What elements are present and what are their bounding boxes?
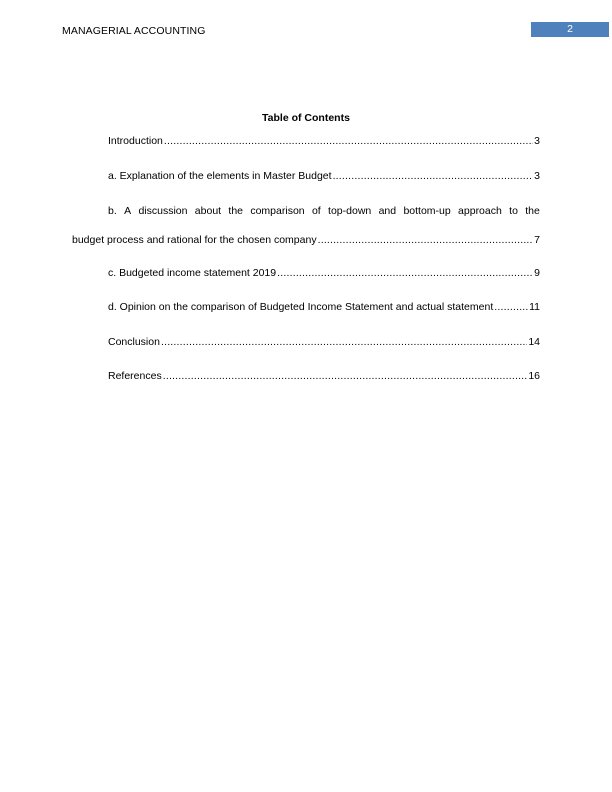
toc-entry-label: References <box>108 370 162 382</box>
toc-entry-label: d. Opinion on the comparison of Budgeted Income Statement and actual statement <box>108 301 494 313</box>
toc-leader-dots <box>161 334 527 350</box>
toc-entry-page: 14 <box>528 336 540 348</box>
toc-word: about <box>194 205 222 217</box>
toc-entry-page: 3 <box>534 170 540 182</box>
toc-word: and <box>378 205 397 217</box>
toc-entry-budgeted-income[interactable] <box>108 265 540 281</box>
toc-leader-dots <box>163 368 528 384</box>
toc-entry-page: 7 <box>534 234 540 246</box>
running-header-title: MANAGERIAL ACCOUNTING <box>62 25 206 37</box>
toc-word: to <box>509 205 518 217</box>
toc-entry-introduction[interactable] <box>108 133 540 149</box>
toc-word: A <box>124 205 132 217</box>
toc-word: b. <box>108 205 117 217</box>
toc-entry-page: 3 <box>534 135 540 147</box>
toc-leader-dots <box>164 133 533 149</box>
toc-entry-discussion-line2[interactable] <box>72 232 540 248</box>
toc-entry-label: c. Budgeted income statement 2019 <box>108 267 277 279</box>
toc-leader-dots <box>318 232 534 248</box>
toc-word: discussion <box>138 205 188 217</box>
toc-leader-dots <box>333 168 534 184</box>
toc-entry-master-budget[interactable] <box>108 168 540 184</box>
toc-word: of <box>311 205 321 217</box>
toc-entry-label: a. Explanation of the elements in Master Budget <box>108 170 332 182</box>
toc-entry-label: Conclusion <box>108 336 160 348</box>
toc-word: comparison <box>250 205 305 217</box>
toc-entry-page: 16 <box>528 370 540 382</box>
toc-leader-dots <box>277 265 533 281</box>
toc-word: the <box>228 205 244 217</box>
page-number-badge: 2 <box>531 22 609 37</box>
toc-leader-dots <box>494 299 528 315</box>
toc-word: approach <box>458 205 502 217</box>
toc-entry-label: budget process and rational for the chosen company <box>72 234 317 246</box>
toc-entry-references[interactable] <box>108 368 540 384</box>
toc-entry-label: Introduction <box>108 135 163 147</box>
toc-entry-discussion-line1[interactable] <box>108 203 540 219</box>
toc-entry-page: 11 <box>529 301 540 313</box>
toc-word: top-down <box>328 205 372 217</box>
toc-entry-page: 9 <box>534 267 540 279</box>
toc-word: bottom-up <box>403 205 451 217</box>
toc-title: Table of Contents <box>262 112 350 124</box>
toc-entry-conclusion[interactable] <box>108 334 540 350</box>
toc-word: the <box>525 205 540 217</box>
toc-entry-opinion[interactable] <box>108 299 540 315</box>
